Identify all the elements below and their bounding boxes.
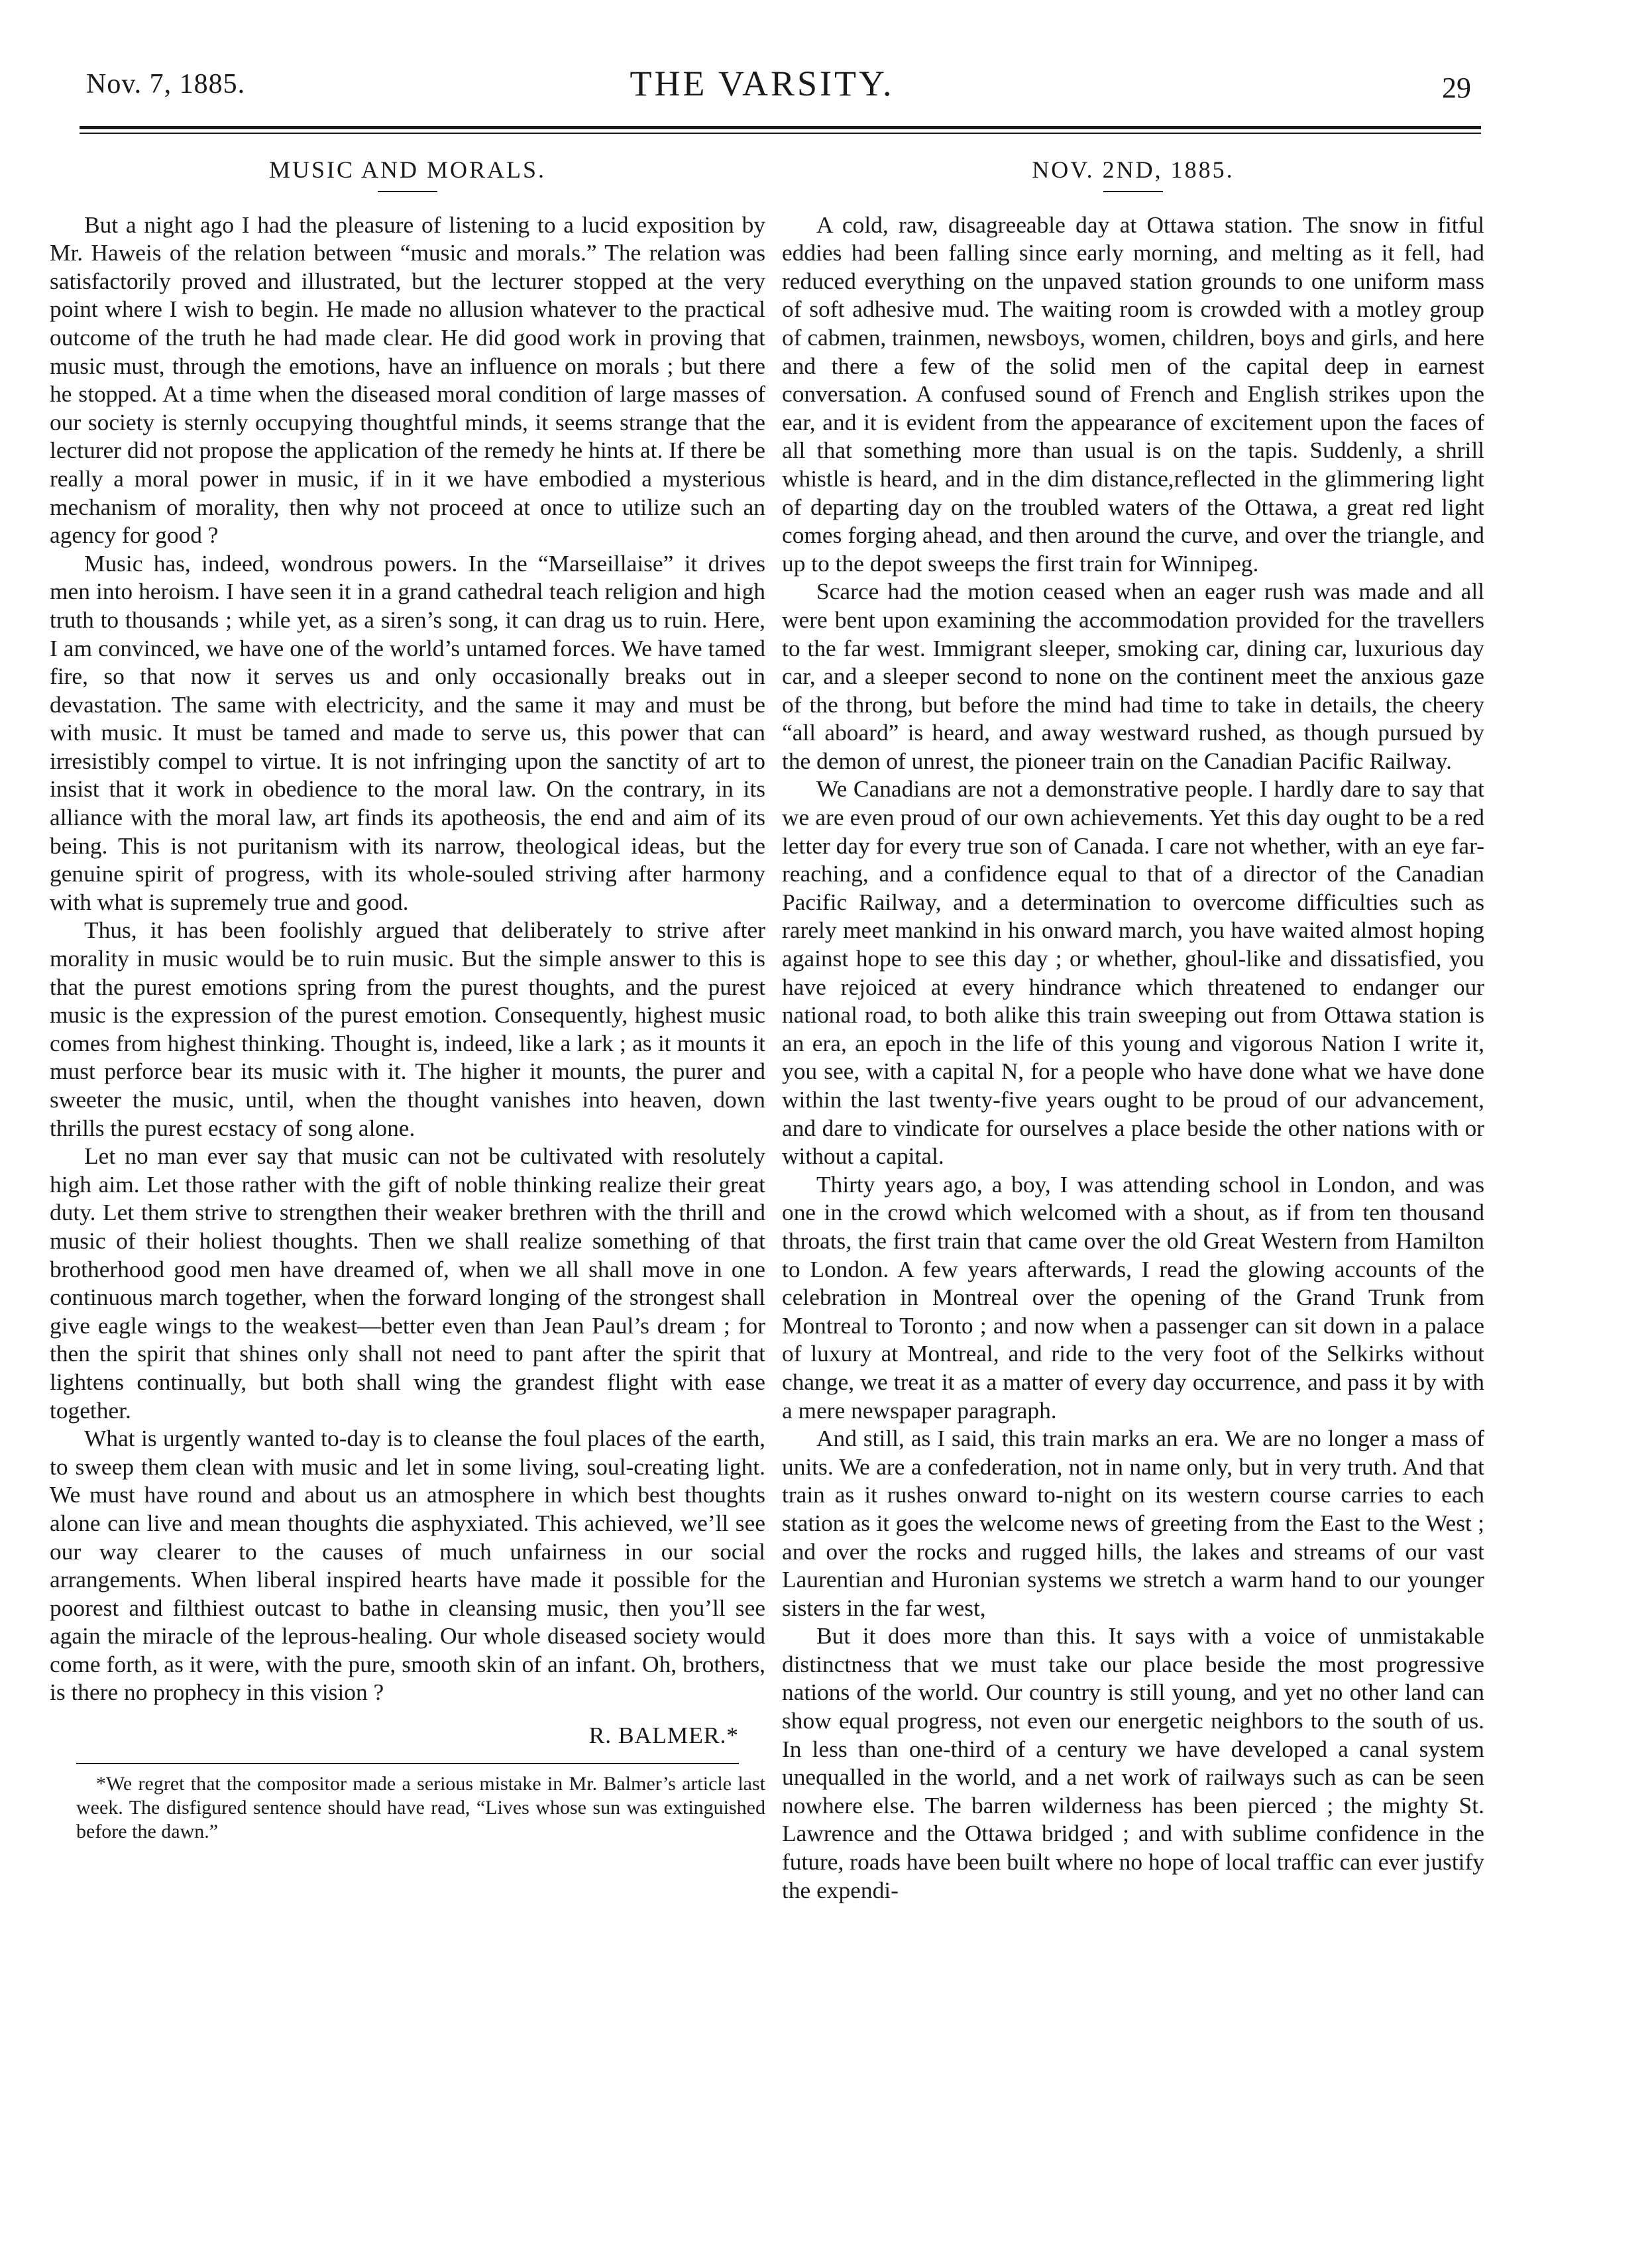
masthead bbox=[60, 63, 1471, 116]
paragraph: But a night ago I had the pleasure of listening to a lucid exposition by Mr. Haweis of the relation between “music and morals.” The relation was satisfactorily proved and illustrated, but the lecturer stopped at the very point where I wish to begin. He made no allusion whatever to the practical outcome of the truth he had made clear. He did good work in proving that music must, through the emotions, have an influence on morals ; but there he stopped. At a time when the diseased moral condition of large masses of our society is sternly occupying thoughtful minds, it seems strange that the lecturer did not propose the application of the remedy he hints at. If there be really a moral power in music, if in it we have embodied a mysterious mechanism of morality, then why not proceed at once to utilize such an agency for good ? bbox=[50, 211, 765, 549]
issue-date: Nov. 7, 1885. bbox=[86, 69, 246, 99]
paragraph: We Canadians are not a demonstrative people. I hardly dare to say that we are even proud of our own achievements. Yet this day ought to be a red letter day for every true son of Canada. I care not whether, with an eye far-reaching, and a confidence equal to that of a director of the Canadian Pacific Railway, and a determination to overcome difficulties such as rarely meet mankind in his onward march, you have waited almost hoping against hope to see this day ; or whether, ghoul-like and dissatisfied, you have rejoiced at every hindrance which threatened to endanger our national road, to both alike this train sweeping out from Ottawa station is an era, an epoch in the life of this young and vigorous Nation I write it, you see, with a capital N, for a people who have done what we have done within the last twenty-five years ought to be proud of our advancement, and dare to vindicate for ourselves a place beside the other nations with or without a capital. bbox=[782, 775, 1484, 1170]
paragraph: A cold, raw, disagreeable day at Ottawa station. The snow in fitful eddies had been falling since early morning, and melting as it fell, had reduced everything on the unpaved station grounds to one uniform mass of soft adhesive mud. The waiting room is crowded with a motley group of cabmen, trainmen, newsboys, women, children, boys and girls, and here and there a few of the solid men of the capital deep in earnest conversation. A confused sound of French and English strikes upon the ear, and it is evident from the appearance of excitement upon the faces of all that something more than usual is on the tapis. Suddenly, a shrill whistle is heard, and in the dim distance,reflected in the glimmering light of departing day on the troubled waters of the Ottawa, a great red light comes forging ahead, and then around the curve, and over the triangle, and up to the depot sweeps the first train for Winnipeg. bbox=[782, 211, 1484, 577]
paragraph: Let no man ever say that music can not be cultivated with resolutely high aim. Let those rather with the gift of noble thinking realize their great duty. Let them strive to strengthen their weaker brethren with the thrill and music of their holiest thoughts. Then we shall realize something of that brotherhood good men have dreamed of, when we all shall move in one continuous march together, when the forward longing of the strongest shall give eagle wings to the weakest—better even than Jean Paul’s dream ; for then the spirit that shines only shall not need to pant after the spirit that lightens continually, but both shall wing the grandest flight with ease together. bbox=[50, 1143, 765, 1424]
right-column bbox=[782, 149, 1484, 1904]
footnote-rule bbox=[76, 1763, 739, 1764]
paragraph: What is urgently wanted to-day is to cleanse the foul places of the earth, to sweep them clean with music and let in some living, soul-creating light. We must have round and about us an atmosphere in which best thoughts alone can live and mean thoughts die asphyxiated. This achieved, we’ll see our way clearer to the causes of much unfairness in our social arrangements. When liberal inspired hearts have made it possible for the poorest and filthiest outcast to bathe in cleansing music, then you’ll see again the miracle of the leprous-healing. Our whole diseased society would come forth, as it were, with the pure, smooth skin of an infant. Oh, brothers, is there no prophecy in this vision ? bbox=[50, 1425, 765, 1706]
heading-rule bbox=[378, 191, 437, 192]
heading-rule bbox=[1103, 191, 1163, 192]
article-heading-date: NOV. 2ND, 1885. bbox=[1032, 156, 1235, 183]
paragraph: Thirty years ago, a boy, I was attending school in London, and was one in the crowd which welcomed with a shout, as if from ten thousand throats, the first train that came over the old Great Western from Hamilton to London. A few years afterwards, I read the glowing accounts of the celebration in Montreal over the opening of the Grand Trunk from Montreal to Toronto ; and now when a passenger can sit down in a palace of luxury at Montreal, and ride to the very foot of the Selkirks without change, we treat it as a matter of every day occurrence, and pass it by with a mere newspaper paragraph. bbox=[782, 1170, 1484, 1424]
masthead-rule bbox=[80, 126, 1481, 129]
paragraph: Music has, indeed, wondrous powers. In the “Marseillaise” it drives men into heroism. I have seen it in a grand cathedral teach religion and high truth to thousands ; while yet, as a siren’s song, it can drag us to ruin. Here, I am convinced, we have one of the world’s untamed forces. We have tamed fire, so that now it serves us and only occasionally breaks out in devastation. The same with electricity, and the same it may and must be with music. It must be tamed and made to serve us, this power that can irresistibly compel to virtue. It is not infringing upon the sanctity of art to insist that it work in obedience to the moral law. On the contrary, in its alliance with the moral law, art finds its apotheosis, the end and aim of its being. This is not puritanism with its narrow, theological ideas, but the genuine spirit of progress, with its whole-souled striving after harmony with what is supremely true and good. bbox=[50, 549, 765, 915]
author-signature: R. BALMER.* bbox=[588, 1722, 739, 1749]
footnote: *We regret that the compositor made a serious mistake in Mr. Balmer’s article last week. The disfigured sentence should have read, “Lives whose sun was extinguished before the dawn.” bbox=[76, 1772, 765, 1842]
page-number: 29 bbox=[1442, 72, 1471, 104]
paragraph: Scarce had the motion ceased when an eager rush was made and all were bent upon examining the accommodation provided for the travellers to the far west. Immigrant sleeper, smoking car, dining car, luxurious day car, and a sleeper second to none on the continent meet the anxious gaze of the throng, but before the mind had time to take in details, the cheery “all aboard” is heard, and away westward rushed, as though pursued by the demon of unrest, the pioneer train on the Canadian Pacific Railway. bbox=[782, 578, 1484, 774]
paragraph: Thus, it has been foolishly argued that deliberately to strive after morality in music would be to ruin music. But the simple answer to this is that the purest emotions spring from the purest thoughts, and the purest music is the expression of the purest emotion. Consequently, highest music comes from highest thinking. Thought is, indeed, like a lark ; as it mounts it must perforce bear its music with it. The higher it mounts, the purer and sweeter the music, until, when the thought vanishes into heaven, down thrills the purest ecstacy of song alone. bbox=[50, 917, 765, 1141]
paragraph: But it does more than this. It says with a voice of unmistakable distinctness that we must take our place beside the most progressive nations of the world. Our country is still young, and yet no other land can show equal progress, not even our energetic neighbors to the south of us. In less than one-third of a century we have developed a canal system unequalled in the world, and a net work of railways such as can be seen nowhere else. The barren wilderness has been pierced ; the mighty St. Lawrence and the Ottawa bridged ; and with sublime confidence in the future, roads have been built where no hope of local traffic can ever justify the expendi- bbox=[782, 1622, 1484, 1903]
article-heading-music-and-morals: MUSIC AND MORALS. bbox=[268, 156, 547, 183]
newspaper-title: THE VARSITY. bbox=[630, 64, 895, 103]
masthead-rule-thin bbox=[80, 133, 1481, 134]
left-column bbox=[50, 149, 765, 1844]
paragraph: And still, as I said, this train marks an era. We are no longer a mass of units. We are a confederation, not in name only, but in very truth. And that train as it rushes onward to-night on its western course carries to each station as it goes the welcome news of greeting from the East to the West ; and over the rocks and rugged hills, the lakes and streams of our vast Laurentian and Huronian systems we stretch a warm hand to our younger sisters in the far west, bbox=[782, 1425, 1484, 1621]
